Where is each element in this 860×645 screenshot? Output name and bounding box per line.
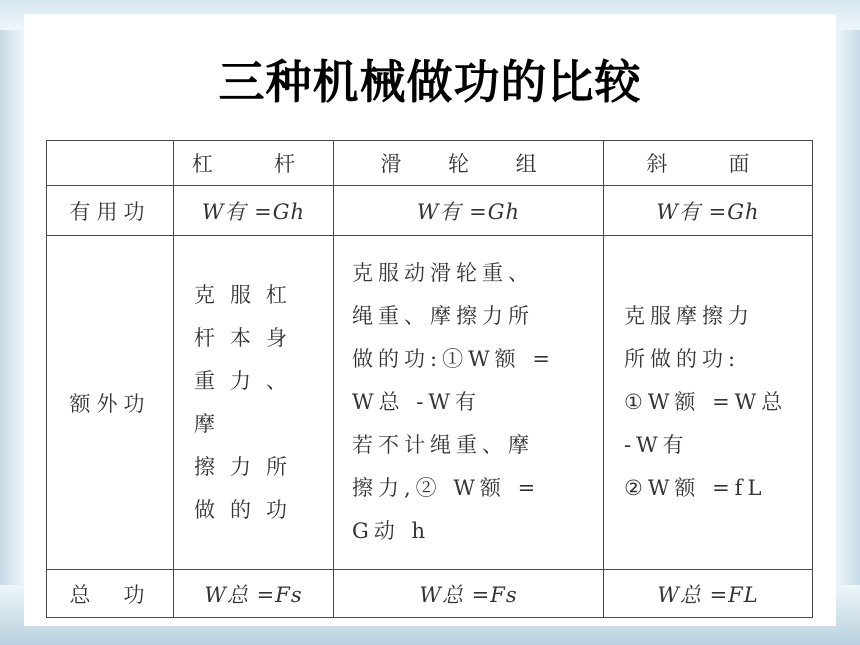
cell-total-pulley: W总 =Fs — [334, 570, 604, 618]
header-lever: 杠 杆 — [174, 141, 334, 186]
background-right — [838, 30, 860, 590]
table-row-extra-work — [47, 235, 813, 570]
background-left — [0, 30, 22, 590]
cell-total-lever: W总 =Fs — [174, 570, 334, 618]
cell-total-incline: W总 =FL — [604, 570, 813, 618]
row-label-useful-work: 有用功 — [47, 186, 174, 236]
table-row-useful-work — [47, 186, 813, 236]
header-pulley: 滑 轮 组 — [334, 141, 604, 186]
row-label-extra-work: 额外功 — [47, 235, 174, 570]
cell-extra-incline: 克服摩擦力 所做的功: ①W额 =W总 -W有 ②W额 =fL — [604, 235, 813, 570]
cell-useful-lever: W有 =Gh — [174, 186, 334, 236]
header-corner-cell — [47, 141, 174, 186]
cell-extra-pulley: 克服动滑轮重、 绳重、摩擦力所 做的功:①W额 = W总 -W有 若不计绳重、摩 擦力,② W额 = G动 h — [334, 235, 604, 570]
row-label-total-work: 总 功 — [47, 570, 174, 618]
table-header-row — [47, 141, 813, 186]
slide-title: 三种机械做功的比较 — [218, 55, 642, 109]
comparison-table — [46, 140, 813, 618]
header-incline: 斜 面 — [604, 141, 813, 186]
table-row-total-work — [47, 570, 813, 618]
cell-useful-pulley: W有 =Gh — [334, 186, 604, 236]
cell-extra-lever: 克服杠 杆本身 重力、摩 擦力所 做的功 — [174, 235, 334, 570]
cell-useful-incline: W有 =Gh — [604, 186, 813, 236]
